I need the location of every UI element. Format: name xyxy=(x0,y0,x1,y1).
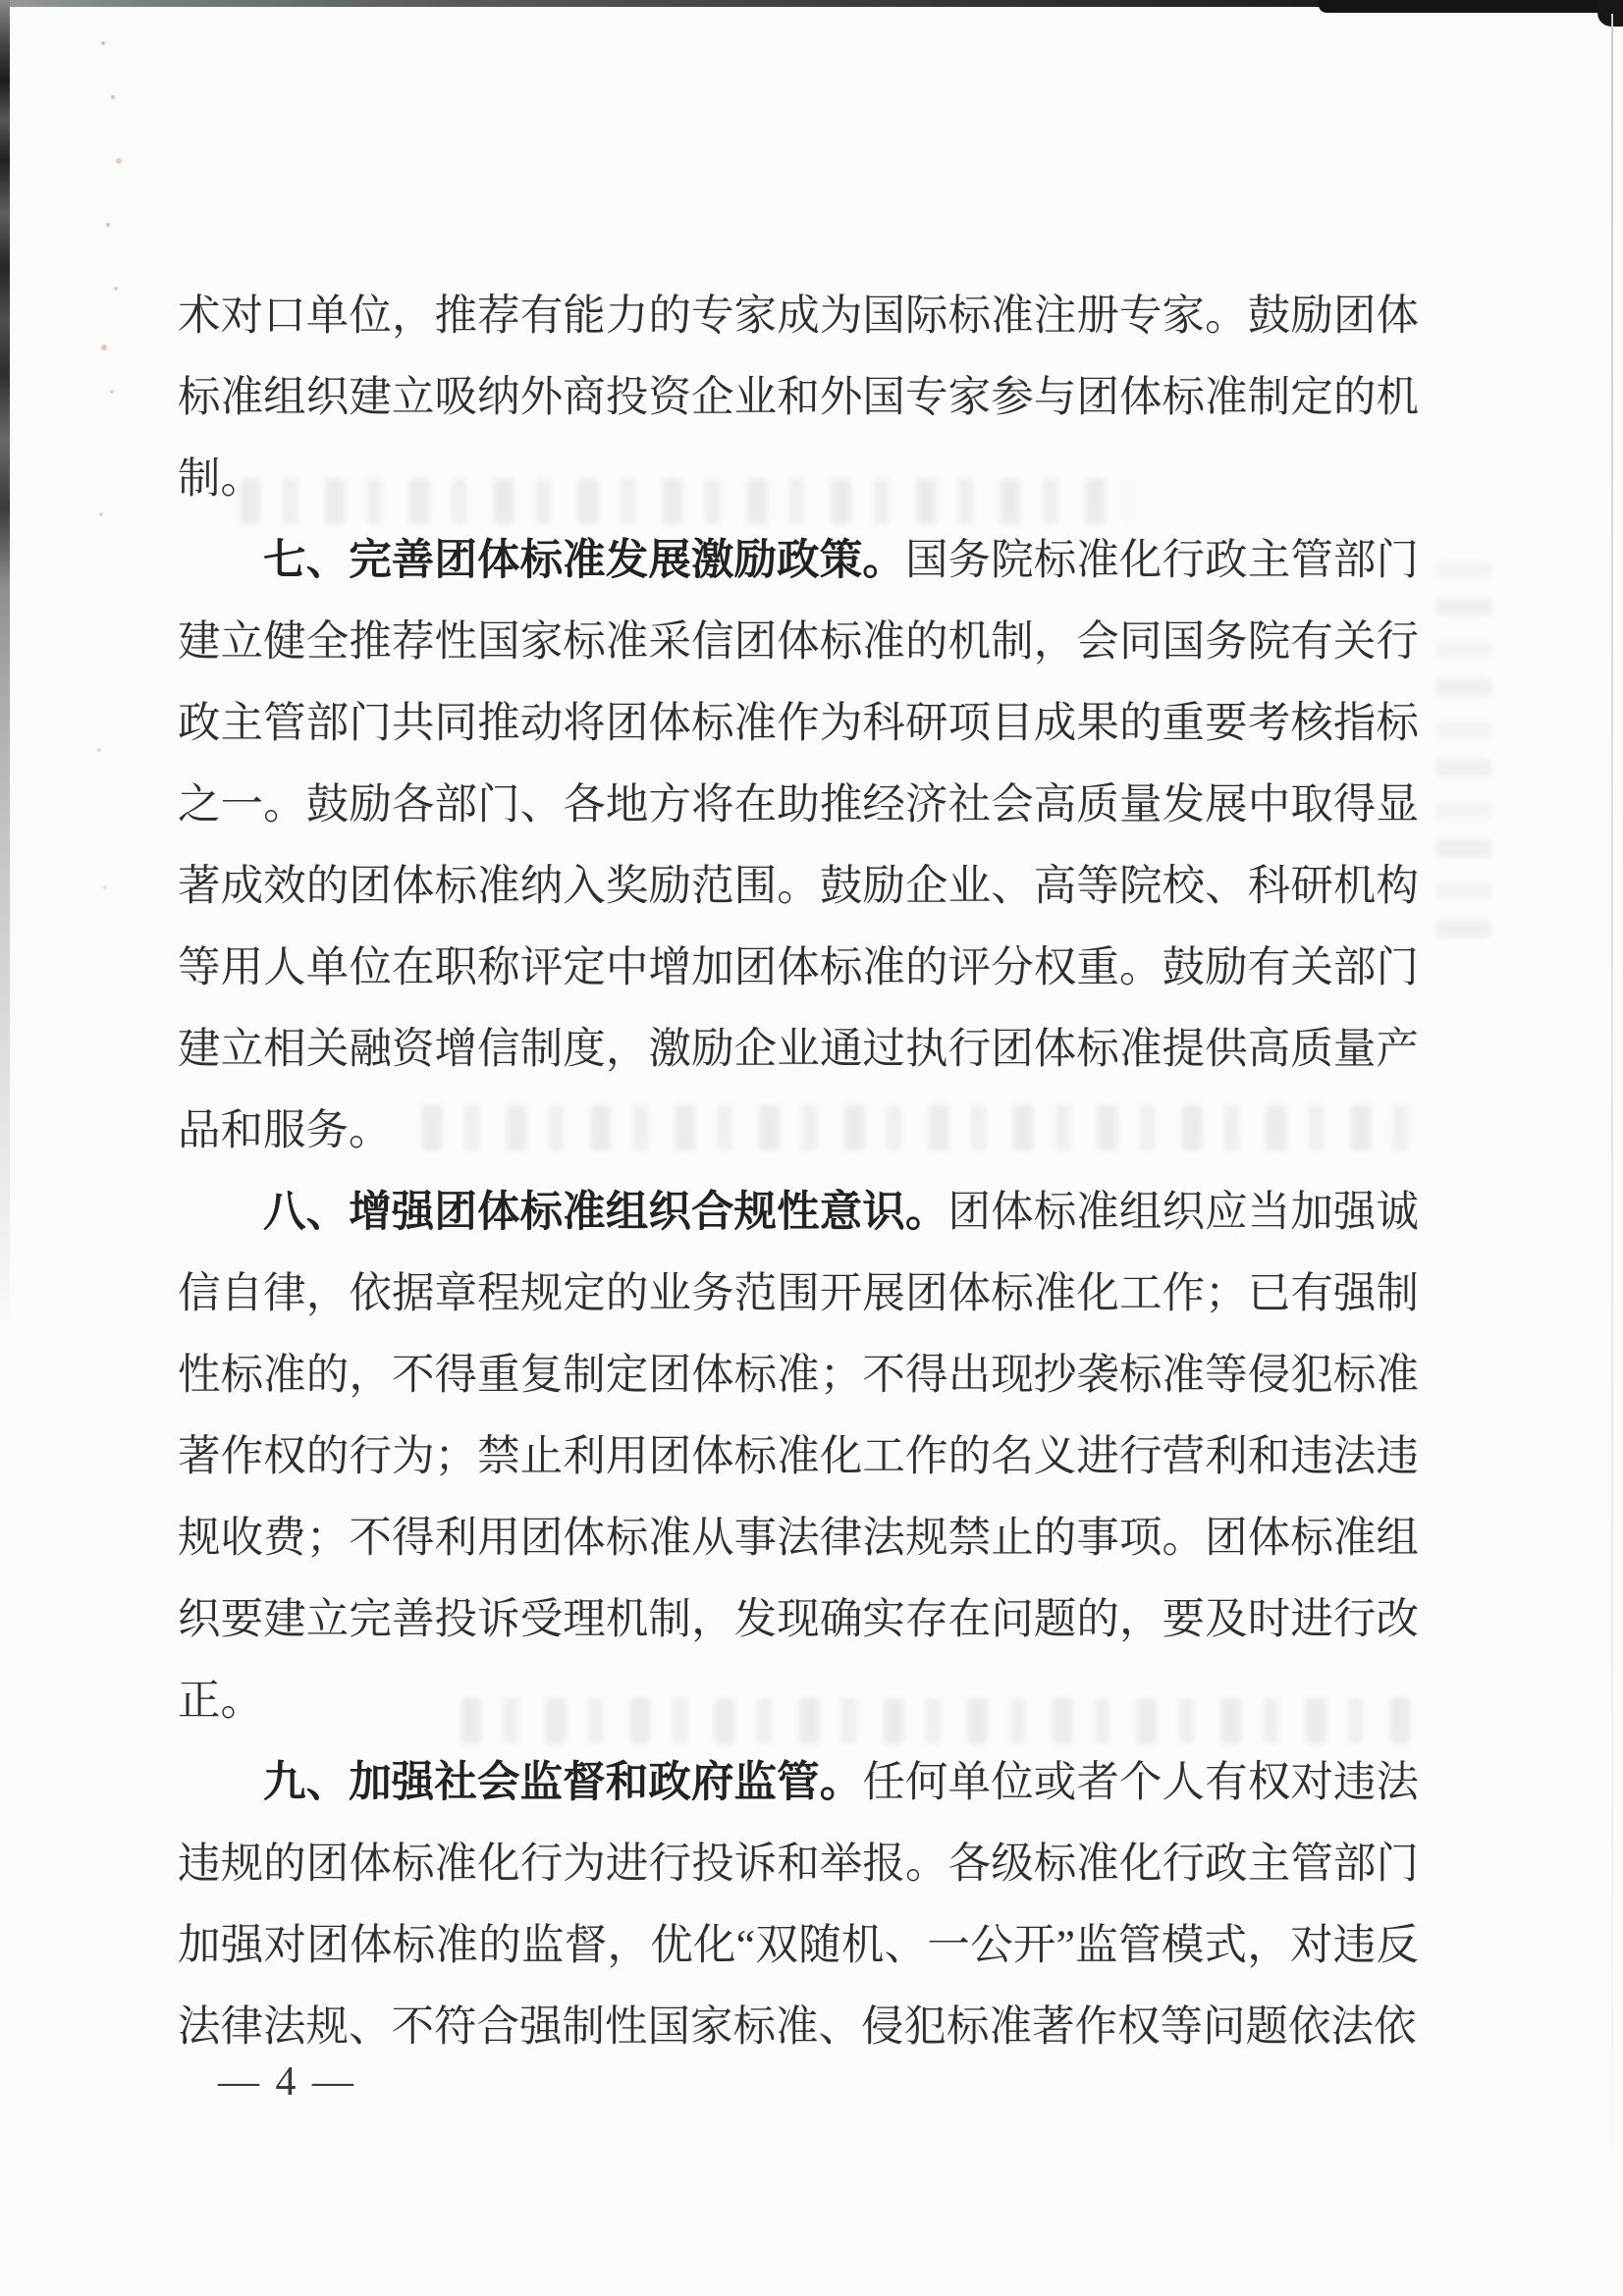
paragraph-text: 国务院标准化行政主管部门建立健全推荐性国家标准采信团体标准的机制，会同国务院有关行政主管部门共同推动将团体标准作为科研项目成果的重要考核指标之一。鼓励各部门、各地方将在助推经济社会高质量发展中取得显著成效的团体标准纳入奖励范围。鼓励企业、高等院校、科研机构等用人单位在职称评定中增加团体标准的评分权重。鼓励有关部门建立相关融资增信制度，激励企业通过执行团体标准提供高质量产品和服务。 xyxy=(178,537,1420,1154)
paragraph-section-7 xyxy=(178,520,1419,1172)
scan-edge-corner xyxy=(1319,0,1623,13)
paragraph-text: 术对口单位，推荐有能力的专家成为国际标准注册专家。鼓励团体标准组织建立吸纳外商投资企业和外国专家参与团体标准制定的机制。 xyxy=(178,293,1419,503)
paragraph-text: 任何单位或者个人有权对违法违规的团体标准化行为进行投诉和举报。各级标准化行政主管部门加强对团体标准的监督，优化“双随机、一公开”监管模式，对违反法律法规、不符合强制性国家标准、侵犯标准著作权等问题依法依 xyxy=(178,1759,1420,2051)
scan-edge-left xyxy=(0,0,10,1335)
section-heading-7: 七、完善团体标准发展激励政策。 xyxy=(263,537,905,584)
paragraph-section-9 xyxy=(178,1742,1419,2068)
paragraph-continuation xyxy=(178,276,1419,520)
page-number-label: — 4 — xyxy=(218,2059,356,2105)
section-heading-9: 九、加强社会监督和政府监管。 xyxy=(263,1759,863,1806)
paragraph-section-8 xyxy=(178,1172,1419,1742)
document-body xyxy=(178,276,1419,2068)
bleed-through-artifact xyxy=(1436,535,1491,937)
page-number xyxy=(218,2058,356,2106)
section-heading-8: 八、增强团体标准组织合规性意识。 xyxy=(263,1189,948,1236)
paragraph-text: 团体标准组织应当加强诚信自律，依据章程规定的业务范围开展团体标准化工作；已有强制性标准的，不得重复制定团体标准；不得出现抄袭标准等侵犯标准著作权的行为；禁止利用团体标准化工作的名义进行营利和违法违规收费；不得利用团体标准从事法律法规禁止的事项。团体标准组织要建立完善投诉受理机制，发现确实存在问题的，要及时进行改正。 xyxy=(178,1189,1420,1725)
scan-edge-right xyxy=(1611,14,1613,2291)
scan-speckles xyxy=(101,41,105,45)
